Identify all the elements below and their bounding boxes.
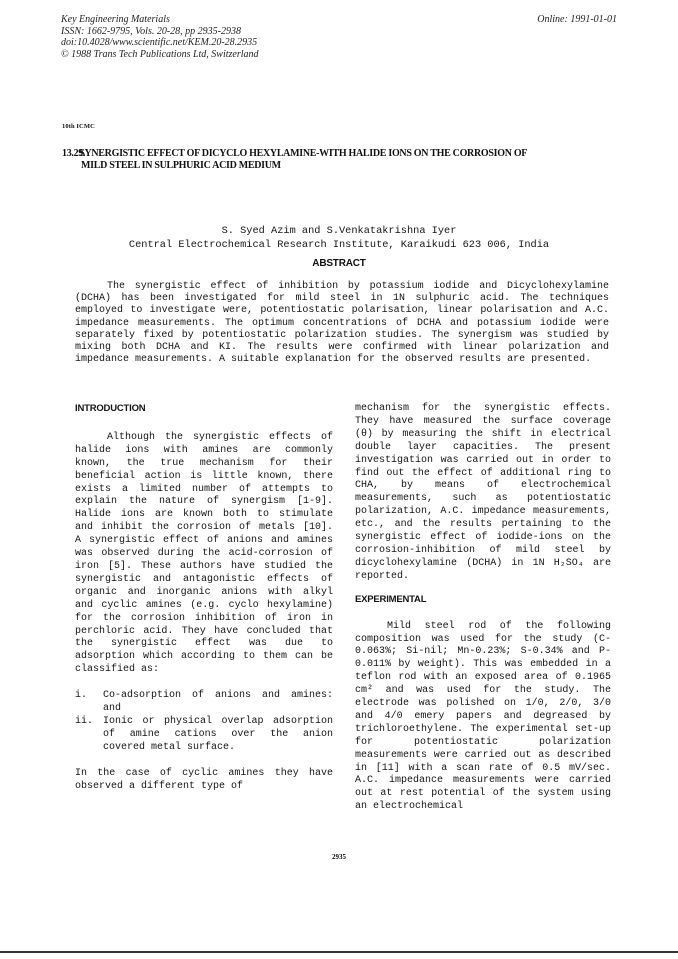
paper-number: 13.29. [62,148,86,159]
affiliation: Central Electrochemical Research Institute, Karaikudi 623 006, India [128,239,550,251]
experimental-heading: EXPERIMENTAL [355,593,427,605]
introduction-paragraph-continued: mechanism for the synergistic effects. They have measured the surface coverage (θ) by measuring the shift in electrical double layer capacities. The present investigation was carried out in order to find out the effect of additional ring to CHA, by means of electrochemical measurements, such as potentiostatic polarization, A.C. impedance measurements, etc., and the results pertaining to the synergistic effect of iodide-ions on the corrosion-inhibition of mild steel by dicyclohexylamine (DCHA) in 1N H₂SO₄ are reported. [355,403,611,582]
list-text: Co-adsorption of anions and amines: and [103,690,333,715]
experimental-paragraph: Mild steel rod of the following composition was used for the study (C-0.063%; Si-nil; Mn-0.23%; S-0.34% and P-0.011% by weight). This was embedded in a teflon rod with an exposed area of 0.1965 cm² and was used for the study. The electrode was polished on 1/0, 2/0, 3/0 and 4/0 emery papers and degreased by trichloroethylene. The experimental set-up for potentiostatic polarization measurements were carried out as described in [11] with a scan rate of 0.5 mV/sec. A.C. impedance measurements were carried out at rest potential of the system using an electrochemical [355,620,611,813]
title-line-2: MILD STEEL IN SULPHURIC ACID MEDIUM [81,160,281,171]
list-item [75,716,333,755]
list-marker: ii. [75,715,94,727]
introduction-paragraph: Although the synergistic effects of halide ions with amines are commonly known, the true mechanism for their beneficial action is little known, there exists a limited number of attempts to explain the nature of synergism [1-9]. Halide ions are known both to stimulate and inhibit the corrosion of metals [10]. A synergistic effect of anions and amines was observed during the acid-corrosion of iron [5]. These authors have studied the synergistic and antagonistic effects of organic and inorganic anions with alkyl and cyclic amines (e.g. cyclo hexylamine) for the corrosion inhibition of iron in perchloric acid. They have concluded that the synergistic effect was due to adsorption which according to them can be classified as: [75,431,333,676]
abstract-text: The synergistic effect of inhibition by potassium iodide and Dicyclohexylamine (DCHA) has been investigated for mild steel in 1N sulphuric acid. The techniques employed to investigate were, potentiostatic polarisation, linear polarisation and A.C. impedance measurements. The optimum concentrations of DCHA and potassium iodide were separately fixed by potentiostatic polarization studies. The synergism was studied by mixing both DCHA and KI. The results were confirmed with linear polarization and impedance measurements. A suitable explanation for the observed results are presented. [75,281,609,366]
right-column [355,403,611,814]
paper-title [62,148,622,172]
online-date: Online: 1991-01-01 [537,14,617,25]
list-item [75,690,333,716]
abstract-heading: ABSTRACT [312,258,366,269]
journal-name: Key Engineering Materials [61,14,170,25]
page-header [61,14,617,60]
conference-label: 10th ICMC [62,123,95,130]
list-marker: i. [75,690,88,702]
title-line-1: SYNERGISTIC EFFECT OF DICYCLO HEXYLAMINE-WITH HALIDE IONS ON THE CORROSION OF [79,148,528,159]
issn-line: ISSN: 1662-9795, Vols. 20-28, pp 2935-2938 [61,25,241,37]
introduction-continuation: In the case of cyclic amines they have observed a different type of [75,767,333,792]
bottom-rule [0,951,678,953]
left-column [75,403,333,793]
page-number: 2935 [332,853,346,861]
copyright-line: © 1988 Trans Tech Publications Ltd, Switzerland [61,48,259,60]
introduction-heading: INTRODUCTION [75,403,146,414]
author-list: S. Syed Azim and S.Venkatakrishna Iyer [221,225,457,237]
doi-link[interactable]: doi:10.4028/www.scientific.net/KEM.20-28.2935 [61,37,258,48]
list-text: Ionic or physical overlap adsorption of amine cations over the anion covered metal surface. [103,715,333,753]
